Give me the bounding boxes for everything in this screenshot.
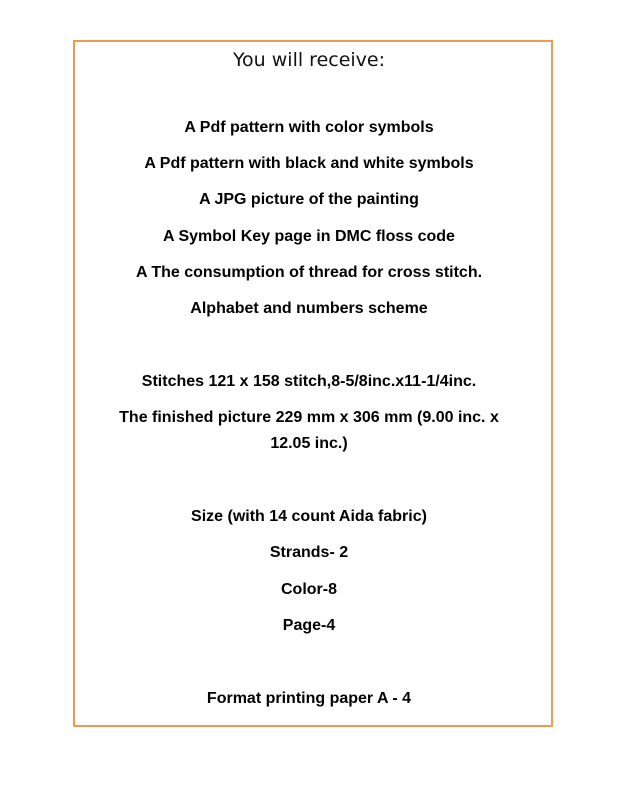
spec-stitches: Stitches 121 x 158 stitch,8-5/8inc.x11-1/4inc.	[141, 373, 477, 390]
detail-strands: Strands- 2	[269, 544, 349, 561]
detail-color: Color-8	[281, 581, 337, 598]
heading: You will receive:	[232, 49, 386, 71]
detail-size: Size (with 14 count Aida fabric)	[191, 508, 427, 525]
item-symbol-key: A Symbol Key page in DMC floss code	[163, 228, 455, 245]
format-line: Format printing paper A - 4	[206, 690, 412, 707]
spec-finished-1: The finished picture 229 mm x 306 mm (9.00 inc. x	[119, 409, 499, 426]
item-alphabet: Alphabet and numbers scheme	[190, 300, 428, 317]
item-jpg: A JPG picture of the painting	[199, 191, 419, 208]
spec-finished-2: 12.05 inc.)	[270, 435, 348, 452]
item-pdf-color: A Pdf pattern with color symbols	[184, 119, 434, 136]
item-thread: A The consumption of thread for cross stitch.	[135, 264, 483, 281]
item-pdf-bw: A Pdf pattern with black and white symbols	[144, 155, 474, 172]
detail-page: Page-4	[282, 617, 336, 634]
